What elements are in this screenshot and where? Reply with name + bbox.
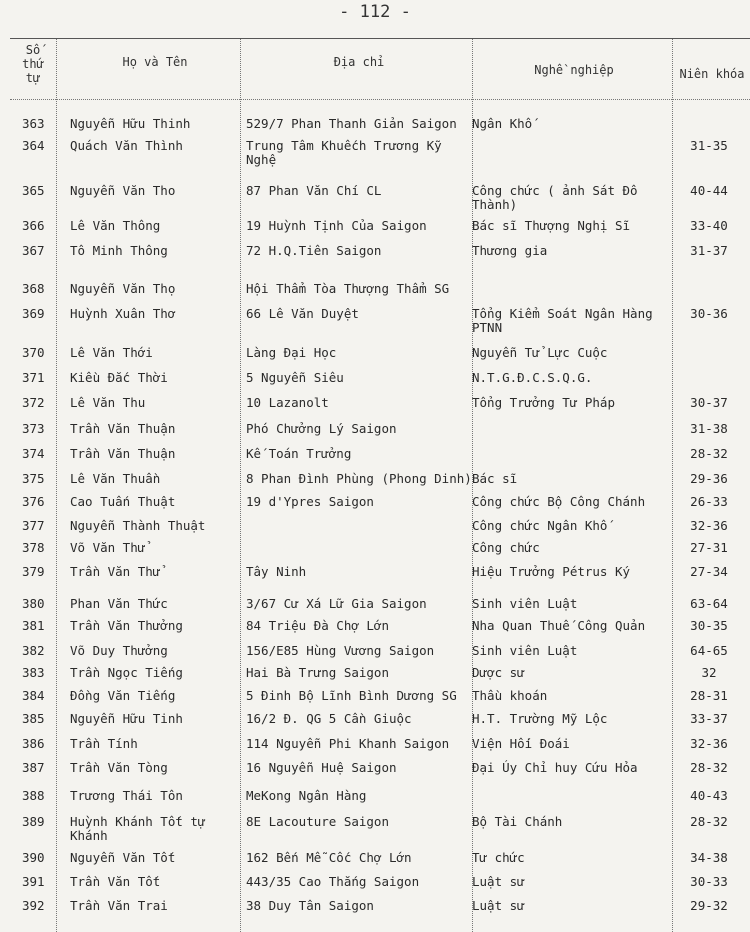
row-name: Lê Văn Thuần — [70, 471, 161, 486]
row-address: 19 d'Ypres Saigon — [246, 494, 374, 509]
row-address: Phó Chưởng Lý Saigon — [246, 421, 397, 436]
row-years: 30-37 — [690, 395, 728, 410]
row-number: 391 — [22, 874, 45, 889]
header-so-thu-tu: Số thứ tự — [22, 43, 44, 85]
row-name: Trần Ngọc Tiếng — [70, 665, 183, 680]
row-occupation: Sinh viên Luật — [472, 643, 578, 658]
row-name: Nguyễn Thành Thuật — [70, 518, 206, 533]
row-years: 33-37 — [690, 711, 728, 726]
row-address: 10 Lazanolt — [246, 395, 329, 410]
row-years: 29-32 — [690, 898, 728, 913]
row-number: 375 — [22, 471, 45, 486]
row-number: 369 — [22, 306, 45, 321]
row-years: 30-33 — [690, 874, 728, 889]
row-occupation: Tổng Kiểm Soát Ngân Hàng PTNN — [472, 306, 653, 335]
row-name: Trần Tính — [70, 736, 138, 751]
row-number: 364 — [22, 138, 45, 153]
header-nien-khoa: Niên khóa — [679, 67, 745, 81]
row-address: 66 Lê Văn Duyệt — [246, 306, 359, 321]
row-years: 26-33 — [690, 494, 728, 509]
row-name: Trần Văn Trai — [70, 898, 168, 913]
row-address: 16 Nguyễn Huệ Saigon — [246, 760, 397, 775]
row-years: 64-65 — [690, 643, 728, 658]
row-name: Kiều Đắc Thời — [70, 370, 168, 385]
row-address: MeKong Ngân Hàng — [246, 788, 367, 803]
row-number: 392 — [22, 898, 45, 913]
row-years: 63-64 — [690, 596, 728, 611]
row-occupation: Công chức ( ảnh Sát Đô Thành) — [472, 183, 638, 212]
row-name: Võ Văn Thử — [70, 540, 146, 555]
row-number: 370 — [22, 345, 45, 360]
row-occupation: Bác sĩ Thượng Nghị Sĩ — [472, 218, 631, 233]
row-years: 29-36 — [690, 471, 728, 486]
row-address: 156/E85 Hùng Vương Saigon — [246, 643, 435, 658]
row-number: 386 — [22, 736, 45, 751]
row-number: 390 — [22, 850, 45, 865]
header-dia-chi: Địa chỉ — [333, 55, 385, 69]
row-years: 32-36 — [690, 736, 728, 751]
row-occupation: Đại Úy Chỉ huy Cứu Hỏa — [472, 760, 638, 775]
row-occupation: Nha Quan Thuế Công Quản — [472, 618, 646, 633]
row-address: 72 H.Q.Tiên Saigon — [246, 243, 382, 258]
row-address: 443/35 Cao Thắng Saigon — [246, 874, 420, 889]
row-address: Kế Toán Trưởng — [246, 446, 352, 461]
row-address: Trung Tâm Khuếch Trương Kỹ Nghệ — [246, 138, 442, 167]
row-address: 162 Bến Mễ Cốc Chợ Lớn — [246, 850, 412, 865]
header-ho-ten: Họ và Tên — [122, 55, 188, 69]
row-address: 529/7 Phan Thanh Giản Saigon — [246, 116, 457, 131]
row-number: 382 — [22, 643, 45, 658]
row-occupation: Thương gia — [472, 243, 548, 258]
row-name: Trần Văn Thử — [70, 564, 161, 579]
row-number: 368 — [22, 281, 45, 296]
row-number: 385 — [22, 711, 45, 726]
row-address: 8 Phan Đình Phùng (Phong Dinh) — [246, 471, 472, 486]
row-name: Nguyễn Hữu Tinh — [70, 711, 183, 726]
row-name: Nguyễn Văn Thọ — [70, 281, 176, 296]
row-name: Trương Thái Tôn — [70, 788, 183, 803]
row-address: Tây Ninh — [246, 564, 307, 579]
row-occupation: Bác sĩ — [472, 471, 518, 486]
row-occupation: Hiệu Trưởng Pétrus Ký — [472, 564, 631, 579]
row-years: 32 — [701, 665, 717, 680]
row-name: Nguyễn Văn Tốt — [70, 850, 176, 865]
row-number: 376 — [22, 494, 45, 509]
row-occupation: Luật sư — [472, 874, 525, 889]
row-address: Hai Bà Trưng Saigon — [246, 665, 389, 680]
row-occupation: Tư chức — [472, 850, 525, 865]
row-name: Trần Văn Tốt — [70, 874, 161, 889]
row-number: 383 — [22, 665, 45, 680]
row-name: Đồng Văn Tiếng — [70, 688, 176, 703]
row-years: 31-35 — [690, 138, 728, 153]
row-address: 114 Nguyễn Phi Khanh Saigon — [246, 736, 450, 751]
header-nghe-nghiep: Nghề nghiệp — [534, 63, 614, 77]
row-years: 31-38 — [690, 421, 728, 436]
row-number: 381 — [22, 618, 45, 633]
row-name: Lê Văn Thu — [70, 395, 146, 410]
row-number: 365 — [22, 183, 45, 198]
row-address: 16/2 Đ. QG 5 Cần Giuộc — [246, 711, 412, 726]
row-number: 387 — [22, 760, 45, 775]
row-name: Quách Văn Thình — [70, 138, 183, 153]
row-name: Nguyễn Văn Tho — [70, 183, 176, 198]
row-years: 40-44 — [690, 183, 728, 198]
row-name: Tô Minh Thông — [70, 243, 168, 258]
row-address: Làng Đại Học — [246, 345, 337, 360]
row-address: 19 Huỳnh Tịnh Của Saigon — [246, 218, 427, 233]
column-divider — [672, 39, 673, 932]
row-years: 27-34 — [690, 564, 728, 579]
row-number: 366 — [22, 218, 45, 233]
row-name: Huỳnh Khánh Tốt tự Khánh — [70, 814, 206, 843]
row-number: 377 — [22, 518, 45, 533]
row-name: Nguyễn Hữu Thinh — [70, 116, 191, 131]
row-name: Trần Văn Thưởng — [70, 618, 183, 633]
row-years: 30-36 — [690, 306, 728, 321]
row-address: 5 Nguyễn Siêu — [246, 370, 344, 385]
row-name: Lê Văn Thới — [70, 345, 153, 360]
row-name: Trần Văn Tòng — [70, 760, 168, 775]
row-name: Huỳnh Xuân Thơ — [70, 306, 176, 321]
row-address: 3/67 Cư Xá Lữ Gia Saigon — [246, 596, 427, 611]
row-occupation: Ngân Khố — [472, 116, 533, 131]
row-name: Trần Văn Thuận — [70, 421, 176, 436]
row-address: 87 Phan Văn Chí CL — [246, 183, 382, 198]
row-occupation: Viện Hối Đoái — [472, 736, 570, 751]
row-number: 367 — [22, 243, 45, 258]
row-address: 5 Đinh Bộ Lĩnh Bình Dương SG — [246, 688, 457, 703]
row-address: 84 Triệu Đà Chợ Lớn — [246, 618, 389, 633]
row-occupation: Luật sư — [472, 898, 525, 913]
column-divider — [240, 39, 241, 932]
row-number: 388 — [22, 788, 45, 803]
row-number: 380 — [22, 596, 45, 611]
row-years: 28-32 — [690, 814, 728, 829]
row-address: 38 Duy Tân Saigon — [246, 898, 374, 913]
row-name: Cao Tuấn Thuật — [70, 494, 176, 509]
alumni-table — [10, 38, 750, 932]
row-number: 384 — [22, 688, 45, 703]
row-years: 30-35 — [690, 618, 728, 633]
header-divider — [10, 99, 750, 100]
row-occupation: Công chức Ngân Khố — [472, 518, 608, 533]
row-address: 8E Lacouture Saigon — [246, 814, 389, 829]
row-number: 373 — [22, 421, 45, 436]
row-address: Hội Thẩm Tòa Thượng Thẩm SG — [246, 281, 450, 296]
row-occupation: Công chức — [472, 540, 540, 555]
row-years: 33-40 — [690, 218, 728, 233]
row-years: 28-32 — [690, 446, 728, 461]
row-years: 28-32 — [690, 760, 728, 775]
row-years: 31-37 — [690, 243, 728, 258]
row-number: 374 — [22, 446, 45, 461]
row-number: 363 — [22, 116, 45, 131]
row-occupation: Thầu khoán — [472, 688, 548, 703]
row-number: 371 — [22, 370, 45, 385]
page-number: - 112 - — [339, 2, 411, 22]
row-occupation: Công chức Bộ Công Chánh — [472, 494, 646, 509]
row-occupation: Dược sư — [472, 665, 525, 680]
row-name: Lê Văn Thông — [70, 218, 161, 233]
row-occupation: Tổng Trưởng Tư Pháp — [472, 395, 615, 410]
row-years: 40-43 — [690, 788, 728, 803]
row-years: 34-38 — [690, 850, 728, 865]
row-number: 372 — [22, 395, 45, 410]
row-years: 28-31 — [690, 688, 728, 703]
row-number: 389 — [22, 814, 45, 829]
row-years: 32-36 — [690, 518, 728, 533]
row-name: Phan Văn Thức — [70, 596, 168, 611]
row-name: Trần Văn Thuận — [70, 446, 176, 461]
row-name: Võ Duy Thưởng — [70, 643, 168, 658]
row-occupation: N.T.G.Đ.C.S.Q.G. — [472, 370, 593, 385]
row-years: 27-31 — [690, 540, 728, 555]
row-occupation: H.T. Trường Mỹ Lộc — [472, 711, 608, 726]
row-number: 378 — [22, 540, 45, 555]
row-number: 379 — [22, 564, 45, 579]
row-occupation: Nguyễn Tử Lực Cuộc — [472, 345, 608, 360]
row-occupation: Sinh viên Luật — [472, 596, 578, 611]
row-occupation: Bộ Tài Chánh — [472, 814, 563, 829]
